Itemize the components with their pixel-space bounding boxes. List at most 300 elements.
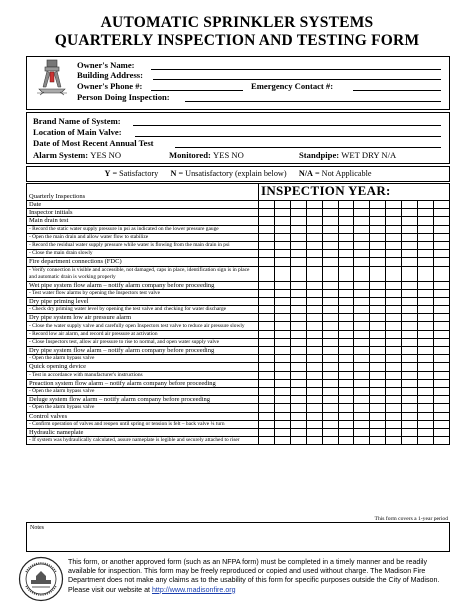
inspection-cell[interactable]	[354, 258, 370, 266]
inspection-cell[interactable]	[433, 250, 449, 258]
inspection-cell[interactable]	[354, 209, 370, 217]
inspection-cell[interactable]	[386, 355, 402, 363]
inspection-cell[interactable]	[370, 281, 386, 289]
inspection-cell[interactable]	[338, 281, 354, 289]
inspection-cell[interactable]	[433, 209, 449, 217]
main-valve-location-field[interactable]	[135, 136, 441, 137]
inspection-cell[interactable]	[290, 322, 306, 330]
inspection-cell[interactable]	[338, 330, 354, 338]
inspection-cell[interactable]	[402, 322, 418, 330]
inspection-cell[interactable]	[386, 281, 402, 289]
inspection-cell[interactable]	[290, 404, 306, 412]
inspection-cell[interactable]	[290, 420, 306, 428]
inspection-cell[interactable]	[290, 371, 306, 379]
inspection-cell[interactable]	[370, 387, 386, 395]
inspection-cell[interactable]	[306, 404, 322, 412]
inspection-cell[interactable]	[370, 250, 386, 258]
inspection-cell[interactable]	[418, 355, 434, 363]
inspection-cell[interactable]	[306, 233, 322, 241]
inspection-cell[interactable]	[322, 379, 338, 387]
inspection-cell[interactable]	[274, 209, 290, 217]
inspection-cell[interactable]	[274, 412, 290, 420]
inspection-cell[interactable]	[306, 297, 322, 305]
inspection-cell[interactable]	[274, 404, 290, 412]
inspection-cell[interactable]	[433, 404, 449, 412]
inspection-cell[interactable]	[290, 379, 306, 387]
inspection-cell[interactable]	[306, 217, 322, 225]
inspection-cell[interactable]	[290, 387, 306, 395]
inspection-cell[interactable]	[433, 379, 449, 387]
inspection-cell[interactable]	[386, 241, 402, 249]
notes-box[interactable]	[26, 522, 450, 552]
inspection-cell[interactable]	[402, 201, 418, 209]
inspection-cell[interactable]	[402, 233, 418, 241]
inspection-cell[interactable]	[433, 420, 449, 428]
brand-name-field[interactable]	[133, 125, 441, 126]
inspection-cell[interactable]	[386, 396, 402, 404]
inspection-cell[interactable]	[354, 428, 370, 436]
inspection-cell[interactable]	[338, 258, 354, 266]
inspection-cell[interactable]	[433, 297, 449, 305]
inspection-cell[interactable]	[433, 371, 449, 379]
inspection-cell[interactable]	[322, 233, 338, 241]
inspection-cell[interactable]	[259, 428, 275, 436]
inspection-cell[interactable]	[386, 404, 402, 412]
inspection-cell[interactable]	[274, 233, 290, 241]
inspection-cell[interactable]	[306, 225, 322, 233]
inspection-cell[interactable]	[354, 338, 370, 346]
inspection-cell[interactable]	[418, 201, 434, 209]
inspection-cell[interactable]	[338, 371, 354, 379]
inspection-cell[interactable]	[370, 437, 386, 445]
inspection-cell[interactable]	[306, 314, 322, 322]
inspection-cell[interactable]	[274, 428, 290, 436]
inspection-cell[interactable]	[259, 225, 275, 233]
inspection-cell[interactable]	[370, 428, 386, 436]
inspection-cell[interactable]	[290, 289, 306, 297]
inspection-cell[interactable]	[418, 363, 434, 371]
inspection-cell[interactable]	[322, 217, 338, 225]
website-link[interactable]: http://www.madisonfire.org	[151, 585, 236, 594]
inspection-cell[interactable]	[322, 330, 338, 338]
inspection-cell[interactable]	[354, 371, 370, 379]
inspection-cell[interactable]	[259, 379, 275, 387]
inspection-cell[interactable]	[290, 363, 306, 371]
inspection-cell[interactable]	[274, 281, 290, 289]
inspection-cell[interactable]	[259, 387, 275, 395]
inspection-cell[interactable]	[354, 330, 370, 338]
inspection-cell[interactable]	[290, 347, 306, 355]
inspection-cell[interactable]	[354, 355, 370, 363]
inspection-cell[interactable]	[370, 233, 386, 241]
inspection-cell[interactable]	[290, 250, 306, 258]
inspection-cell[interactable]	[402, 363, 418, 371]
inspection-cell[interactable]	[433, 314, 449, 322]
inspection-cell[interactable]	[418, 322, 434, 330]
inspection-cell[interactable]	[338, 233, 354, 241]
inspection-cell[interactable]	[306, 250, 322, 258]
inspection-cell[interactable]	[259, 420, 275, 428]
inspection-cell[interactable]	[322, 281, 338, 289]
inspection-cell[interactable]	[274, 355, 290, 363]
inspection-cell[interactable]	[259, 314, 275, 322]
inspection-cell[interactable]	[290, 330, 306, 338]
inspection-cell[interactable]	[402, 217, 418, 225]
inspection-cell[interactable]	[354, 437, 370, 445]
inspection-cell[interactable]	[354, 387, 370, 395]
inspection-cell[interactable]	[338, 297, 354, 305]
inspection-cell[interactable]	[322, 258, 338, 266]
inspection-cell[interactable]	[418, 250, 434, 258]
inspection-cell[interactable]	[259, 281, 275, 289]
inspection-cell[interactable]	[370, 322, 386, 330]
inspection-cell[interactable]	[274, 387, 290, 395]
inspection-cell[interactable]	[386, 201, 402, 209]
inspection-cell[interactable]	[259, 266, 275, 281]
inspection-cell[interactable]	[386, 363, 402, 371]
inspection-cell[interactable]	[402, 281, 418, 289]
building-address-field[interactable]	[153, 79, 441, 80]
inspection-cell[interactable]	[290, 396, 306, 404]
inspection-cell[interactable]	[402, 209, 418, 217]
inspection-cell[interactable]	[306, 266, 322, 281]
inspection-cell[interactable]	[418, 404, 434, 412]
inspection-cell[interactable]	[259, 209, 275, 217]
inspection-cell[interactable]	[322, 387, 338, 395]
inspection-cell[interactable]	[306, 258, 322, 266]
inspection-cell[interactable]	[274, 241, 290, 249]
inspection-cell[interactable]	[386, 387, 402, 395]
inspection-cell[interactable]	[290, 412, 306, 420]
inspection-cell[interactable]	[386, 437, 402, 445]
inspection-cell[interactable]	[386, 297, 402, 305]
inspection-cell[interactable]	[274, 225, 290, 233]
inspection-cell[interactable]	[402, 297, 418, 305]
inspection-cell[interactable]	[354, 281, 370, 289]
inspection-cell[interactable]	[386, 420, 402, 428]
inspection-cell[interactable]	[386, 322, 402, 330]
inspection-cell[interactable]	[354, 379, 370, 387]
inspection-cell[interactable]	[354, 266, 370, 281]
inspection-cell[interactable]	[386, 266, 402, 281]
inspection-cell[interactable]	[402, 355, 418, 363]
inspection-cell[interactable]	[402, 314, 418, 322]
inspection-cell[interactable]	[290, 281, 306, 289]
inspection-cell[interactable]	[322, 347, 338, 355]
inspection-cell[interactable]	[338, 412, 354, 420]
inspection-cell[interactable]	[370, 371, 386, 379]
inspection-cell[interactable]	[322, 201, 338, 209]
inspection-cell[interactable]	[338, 363, 354, 371]
inspection-cell[interactable]	[290, 428, 306, 436]
inspection-cell[interactable]	[338, 250, 354, 258]
inspection-cell[interactable]	[306, 322, 322, 330]
inspection-cell[interactable]	[322, 355, 338, 363]
inspection-cell[interactable]	[354, 225, 370, 233]
inspection-cell[interactable]	[354, 201, 370, 209]
inspection-cell[interactable]	[322, 437, 338, 445]
inspection-cell[interactable]	[433, 241, 449, 249]
inspection-cell[interactable]	[259, 330, 275, 338]
inspection-cell[interactable]	[370, 289, 386, 297]
inspection-cell[interactable]	[274, 322, 290, 330]
inspection-cell[interactable]	[354, 306, 370, 314]
inspection-cell[interactable]	[306, 437, 322, 445]
inspection-cell[interactable]	[354, 289, 370, 297]
inspection-cell[interactable]	[338, 241, 354, 249]
inspection-cell[interactable]	[322, 428, 338, 436]
inspection-cell[interactable]	[418, 379, 434, 387]
inspection-cell[interactable]	[274, 437, 290, 445]
annual-test-date-field[interactable]	[175, 147, 441, 148]
inspection-cell[interactable]	[370, 404, 386, 412]
inspection-cell[interactable]	[290, 355, 306, 363]
inspection-cell[interactable]	[354, 404, 370, 412]
inspection-cell[interactable]	[386, 371, 402, 379]
inspection-cell[interactable]	[433, 330, 449, 338]
inspection-cell[interactable]	[290, 314, 306, 322]
inspection-cell[interactable]	[418, 387, 434, 395]
inspection-cell[interactable]	[338, 217, 354, 225]
inspection-cell[interactable]	[418, 289, 434, 297]
inspection-cell[interactable]	[433, 266, 449, 281]
inspection-cell[interactable]	[338, 201, 354, 209]
inspection-cell[interactable]	[370, 225, 386, 233]
inspection-cell[interactable]	[386, 428, 402, 436]
inspection-cell[interactable]	[354, 314, 370, 322]
inspection-cell[interactable]	[306, 347, 322, 355]
inspection-cell[interactable]	[354, 217, 370, 225]
inspection-cell[interactable]	[402, 420, 418, 428]
inspection-cell[interactable]	[433, 225, 449, 233]
inspection-cell[interactable]	[433, 347, 449, 355]
inspection-cell[interactable]	[386, 314, 402, 322]
inspection-cell[interactable]	[274, 379, 290, 387]
inspection-cell[interactable]	[290, 209, 306, 217]
inspection-cell[interactable]	[354, 363, 370, 371]
inspection-cell[interactable]	[418, 347, 434, 355]
inspection-cell[interactable]	[402, 258, 418, 266]
inspection-cell[interactable]	[354, 347, 370, 355]
inspection-cell[interactable]	[370, 338, 386, 346]
inspection-cell[interactable]	[259, 347, 275, 355]
inspection-cell[interactable]	[274, 338, 290, 346]
inspection-cell[interactable]	[322, 322, 338, 330]
inspection-cell[interactable]	[322, 363, 338, 371]
inspection-cell[interactable]	[433, 306, 449, 314]
inspection-cell[interactable]	[354, 322, 370, 330]
inspection-cell[interactable]	[386, 250, 402, 258]
inspection-cell[interactable]	[338, 428, 354, 436]
inspection-cell[interactable]	[306, 330, 322, 338]
inspection-cell[interactable]	[259, 404, 275, 412]
inspection-cell[interactable]	[433, 289, 449, 297]
inspection-cell[interactable]	[306, 428, 322, 436]
inspection-cell[interactable]	[259, 241, 275, 249]
inspection-cell[interactable]	[259, 363, 275, 371]
inspection-cell[interactable]	[433, 338, 449, 346]
inspection-cell[interactable]	[322, 396, 338, 404]
inspection-cell[interactable]	[402, 266, 418, 281]
inspection-cell[interactable]	[433, 363, 449, 371]
inspection-cell[interactable]	[354, 241, 370, 249]
inspection-cell[interactable]	[322, 250, 338, 258]
inspection-cell[interactable]	[306, 241, 322, 249]
inspection-cell[interactable]	[418, 420, 434, 428]
inspection-cell[interactable]	[402, 338, 418, 346]
inspection-cell[interactable]	[402, 289, 418, 297]
inspection-cell[interactable]	[354, 396, 370, 404]
inspection-cell[interactable]	[386, 412, 402, 420]
inspection-cell[interactable]	[418, 297, 434, 305]
inspection-cell[interactable]	[370, 297, 386, 305]
inspection-cell[interactable]	[433, 322, 449, 330]
inspection-cell[interactable]	[402, 225, 418, 233]
inspection-cell[interactable]	[290, 338, 306, 346]
inspection-cell[interactable]	[418, 217, 434, 225]
inspection-cell[interactable]	[274, 250, 290, 258]
inspection-cell[interactable]	[402, 306, 418, 314]
inspection-cell[interactable]	[433, 201, 449, 209]
inspection-cell[interactable]	[259, 322, 275, 330]
inspection-cell[interactable]	[370, 241, 386, 249]
inspection-cell[interactable]	[306, 379, 322, 387]
inspection-cell[interactable]	[274, 289, 290, 297]
person-inspection-field[interactable]	[185, 101, 441, 102]
inspection-cell[interactable]	[370, 258, 386, 266]
inspection-cell[interactable]	[418, 314, 434, 322]
inspection-cell[interactable]	[274, 363, 290, 371]
inspection-cell[interactable]	[386, 330, 402, 338]
inspection-cell[interactable]	[386, 379, 402, 387]
inspection-cell[interactable]	[290, 201, 306, 209]
inspection-cell[interactable]	[259, 306, 275, 314]
inspection-cell[interactable]	[338, 355, 354, 363]
inspection-cell[interactable]	[338, 266, 354, 281]
inspection-cell[interactable]	[338, 306, 354, 314]
inspection-cell[interactable]	[386, 209, 402, 217]
inspection-cell[interactable]	[322, 289, 338, 297]
inspection-cell[interactable]	[338, 387, 354, 395]
inspection-cell[interactable]	[433, 412, 449, 420]
inspection-cell[interactable]	[386, 289, 402, 297]
inspection-cell[interactable]	[290, 258, 306, 266]
monitored-options[interactable]: YES NO	[213, 150, 244, 160]
inspection-cell[interactable]	[322, 241, 338, 249]
inspection-cell[interactable]	[433, 355, 449, 363]
inspection-cell[interactable]	[322, 338, 338, 346]
inspection-cell[interactable]	[259, 258, 275, 266]
inspection-cell[interactable]	[386, 233, 402, 241]
inspection-cell[interactable]	[322, 225, 338, 233]
inspection-cell[interactable]	[290, 217, 306, 225]
inspection-cell[interactable]	[259, 412, 275, 420]
alarm-system-options[interactable]: YES NO	[90, 150, 122, 160]
inspection-cell[interactable]	[290, 233, 306, 241]
inspection-cell[interactable]	[418, 371, 434, 379]
inspection-cell[interactable]	[354, 250, 370, 258]
inspection-cell[interactable]	[290, 225, 306, 233]
inspection-cell[interactable]	[306, 363, 322, 371]
inspection-cell[interactable]	[290, 297, 306, 305]
inspection-cell[interactable]	[322, 297, 338, 305]
inspection-cell[interactable]	[370, 363, 386, 371]
inspection-cell[interactable]	[418, 338, 434, 346]
inspection-cell[interactable]	[338, 322, 354, 330]
inspection-cell[interactable]	[386, 258, 402, 266]
inspection-cell[interactable]	[433, 258, 449, 266]
inspection-cell[interactable]	[402, 437, 418, 445]
inspection-cell[interactable]	[386, 217, 402, 225]
inspection-cell[interactable]	[274, 420, 290, 428]
inspection-cell[interactable]	[433, 281, 449, 289]
inspection-cell[interactable]	[290, 266, 306, 281]
inspection-cell[interactable]	[306, 201, 322, 209]
inspection-cell[interactable]	[338, 289, 354, 297]
inspection-cell[interactable]	[418, 396, 434, 404]
inspection-cell[interactable]	[259, 289, 275, 297]
inspection-cell[interactable]	[259, 437, 275, 445]
inspection-cell[interactable]	[370, 412, 386, 420]
inspection-cell[interactable]	[259, 338, 275, 346]
inspection-cell[interactable]	[306, 412, 322, 420]
inspection-cell[interactable]	[322, 420, 338, 428]
inspection-cell[interactable]	[259, 233, 275, 241]
inspection-cell[interactable]	[306, 289, 322, 297]
inspection-cell[interactable]	[259, 201, 275, 209]
inspection-cell[interactable]	[306, 281, 322, 289]
standpipe-options[interactable]: WET DRY N/A	[341, 150, 397, 160]
inspection-cell[interactable]	[259, 371, 275, 379]
inspection-cell[interactable]	[274, 371, 290, 379]
inspection-cell[interactable]	[418, 281, 434, 289]
inspection-cell[interactable]	[259, 355, 275, 363]
inspection-cell[interactable]	[259, 250, 275, 258]
inspection-cell[interactable]	[338, 420, 354, 428]
inspection-cell[interactable]	[322, 266, 338, 281]
inspection-cell[interactable]	[354, 297, 370, 305]
inspection-cell[interactable]	[370, 355, 386, 363]
inspection-cell[interactable]	[418, 241, 434, 249]
inspection-cell[interactable]	[370, 209, 386, 217]
inspection-cell[interactable]	[338, 209, 354, 217]
inspection-cell[interactable]	[433, 217, 449, 225]
inspection-cell[interactable]	[418, 258, 434, 266]
inspection-cell[interactable]	[274, 330, 290, 338]
inspection-cell[interactable]	[402, 412, 418, 420]
inspection-cell[interactable]	[418, 412, 434, 420]
inspection-cell[interactable]	[338, 347, 354, 355]
inspection-cell[interactable]	[354, 420, 370, 428]
inspection-cell[interactable]	[306, 387, 322, 395]
inspection-cell[interactable]	[306, 420, 322, 428]
inspection-cell[interactable]	[290, 241, 306, 249]
inspection-cell[interactable]	[402, 330, 418, 338]
inspection-cell[interactable]	[370, 314, 386, 322]
inspection-cell[interactable]	[338, 338, 354, 346]
inspection-cell[interactable]	[338, 437, 354, 445]
inspection-cell[interactable]	[418, 437, 434, 445]
inspection-cell[interactable]	[306, 355, 322, 363]
inspection-cell[interactable]	[290, 306, 306, 314]
inspection-cell[interactable]	[274, 217, 290, 225]
inspection-cell[interactable]	[290, 437, 306, 445]
inspection-cell[interactable]	[322, 314, 338, 322]
inspection-cell[interactable]	[402, 347, 418, 355]
inspection-cell[interactable]	[370, 306, 386, 314]
inspection-cell[interactable]	[433, 233, 449, 241]
inspection-cell[interactable]	[259, 217, 275, 225]
